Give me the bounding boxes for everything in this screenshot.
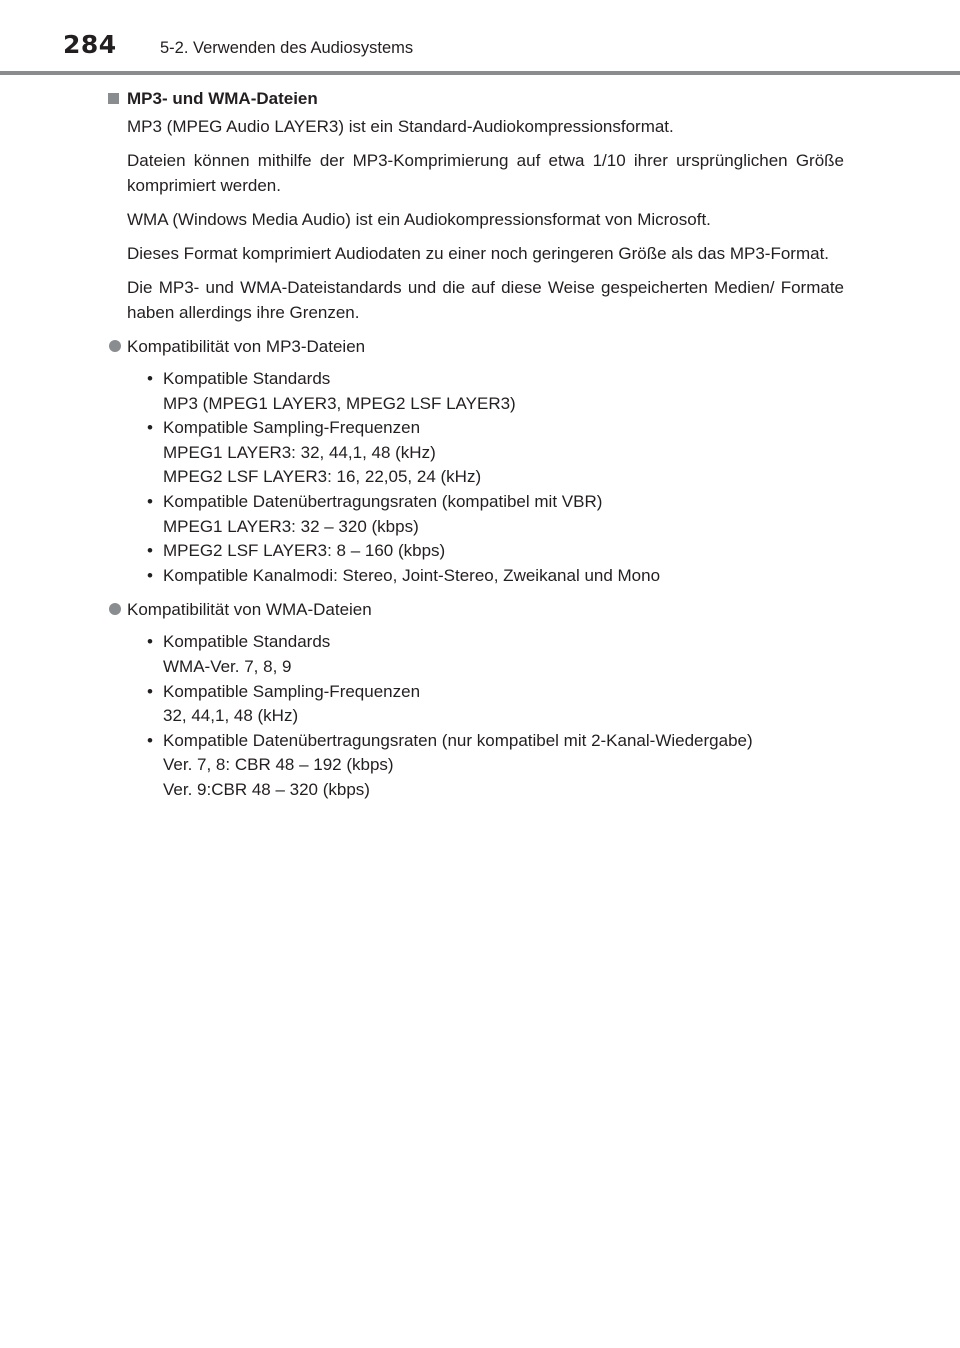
bullet-icon: •	[147, 418, 153, 438]
page-header	[0, 0, 960, 80]
page-content	[108, 86, 844, 803]
bullet-icon: •	[147, 730, 153, 750]
wma-compat-heading-text: Kompatibilität von WMA-Dateien	[127, 600, 372, 620]
paragraph: Dieses Format komprimiert Audiodaten zu einer noch geringeren Größe als das MP3-Format.	[127, 244, 830, 263]
section-heading-text: MP3- und WMA-Dateien	[127, 89, 318, 108]
list-item-line: 32, 44,1, 48 (kHz)	[163, 706, 299, 726]
wma-compat-heading	[108, 597, 844, 622]
header-divider	[0, 71, 960, 75]
list-item	[147, 490, 844, 539]
list-item-line: MPEG2 LSF LAYER3: 16, 22,05, 24 (kHz)	[163, 467, 482, 487]
list-item	[147, 539, 844, 564]
bullet-icon: •	[147, 565, 153, 585]
circle-bullet-icon	[109, 340, 121, 352]
chapter-title: 5-2. Verwenden des Audiosystems	[160, 39, 414, 57]
mp3-compat-heading-text: Kompatibilität von MP3-Dateien	[127, 337, 366, 356]
list-item	[147, 680, 844, 729]
list-item-line: MP3 (MPEG1 LAYER3, MPEG2 LSF LAYER3)	[163, 393, 516, 413]
list-item	[147, 630, 844, 679]
list-item-line: Kompatible Standards	[163, 369, 331, 388]
paragraph: MP3 (MPEG Audio LAYER3) ist ein Standard-Audiokompressionsformat.	[127, 117, 674, 136]
wma-compat-list	[147, 630, 844, 802]
paragraph: Dateien können mithilfe der MP3-Komprimierung auf etwa 1/10 ihrer ursprünglichen Größe komprimiert werden.	[127, 151, 844, 195]
list-item-line: WMA-Ver. 7, 8, 9	[163, 656, 292, 676]
list-item-line: MPEG2 LSF LAYER3: 8 – 160 (kbps)	[163, 541, 446, 561]
list-item	[147, 416, 844, 490]
bullet-icon: •	[147, 632, 153, 652]
list-item	[147, 564, 844, 589]
paragraph: WMA (Windows Media Audio) ist ein Audiokompressionsformat von Microsoft.	[127, 210, 711, 229]
list-item-line: Ver. 9:CBR 48 – 320 (kbps)	[163, 779, 370, 799]
list-item	[147, 729, 844, 803]
list-item-line: Kompatible Sampling-Frequenzen	[163, 681, 421, 701]
bullet-icon: •	[147, 491, 153, 511]
list-item-line: MPEG1 LAYER3: 32, 44,1, 48 (kHz)	[163, 442, 436, 462]
list-item-line: MPEG1 LAYER3: 32 – 320 (kbps)	[163, 516, 419, 536]
page-number: 284	[63, 30, 117, 59]
section-heading	[108, 86, 844, 111]
bullet-icon: •	[147, 541, 153, 561]
list-item-line: Kompatible Datenübertragungsraten (nur kompatibel mit 2-Kanal-Wiedergabe)	[163, 730, 753, 750]
mp3-compat-list	[147, 367, 844, 588]
paragraph: Die MP3- und WMA-Dateistandards und die auf diese Weise gespeicherten Medien/ Formate haben allerdings ihre Grenzen.	[127, 278, 844, 322]
list-item-line: Kompatible Kanalmodi: Stereo, Joint-Stereo, Zweikanal und Mono	[163, 565, 661, 585]
square-bullet-icon	[108, 93, 119, 104]
list-item	[147, 367, 844, 416]
circle-bullet-icon	[109, 603, 121, 615]
bullet-icon: •	[147, 681, 153, 701]
list-item-line: Kompatible Sampling-Frequenzen	[163, 418, 421, 438]
list-item-line: Ver. 7, 8: CBR 48 – 192 (kbps)	[163, 755, 394, 775]
bullet-icon: •	[147, 369, 153, 388]
list-item-line: Kompatible Datenübertragungsraten (kompatibel mit VBR)	[163, 491, 603, 511]
list-item-line: Kompatible Standards	[163, 632, 331, 652]
mp3-compat-heading	[108, 334, 844, 359]
